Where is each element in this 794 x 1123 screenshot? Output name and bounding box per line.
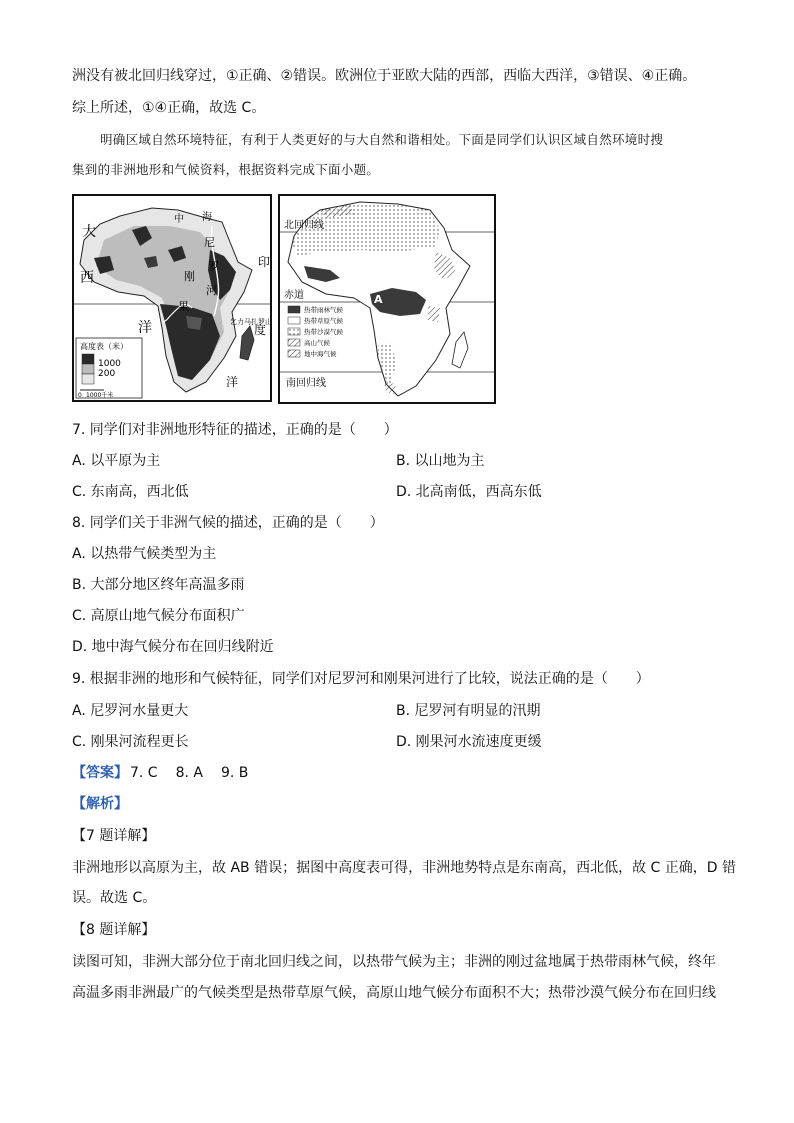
detail8-line-1: 读图可知，非洲大部分位于南北回归线之间，以热带气候为主；非洲的刚过盆地属于热带雨林气候，终年: [72, 954, 716, 970]
label-gang: 刚: [184, 270, 195, 283]
label-yang: 洋: [138, 320, 152, 336]
para-line-1: 洲没有被北回归线穿过，①正确、②错误。欧洲位于亚欧大陆的西部，西临大西洋，③错误、④正确。: [72, 68, 697, 84]
answer-line: [72, 763, 266, 783]
detail7-line-2: 误。故选 C。: [72, 890, 157, 906]
africa-climate-map: [278, 194, 496, 404]
answer-7: 7. C: [130, 765, 158, 781]
detail8-title: 【8 题详解】: [72, 922, 156, 938]
legend-scale: 1000千米: [86, 392, 114, 399]
para-line-2: 综上所述，①④正确，故选 C。: [72, 100, 266, 116]
q9-option-a: A. 尼罗河水量更大: [72, 703, 189, 719]
africa-terrain-map: [72, 194, 272, 402]
analysis-label: 【解析】: [72, 796, 128, 812]
label-tropic-s: 南回归线: [286, 378, 326, 389]
legend-mediterranean: 地中海气候: [304, 350, 337, 358]
legend-rainforest: 热带雨林气候: [304, 306, 343, 314]
climate-legend: [288, 305, 344, 358]
q9-option-d: D. 刚果河水流速度更缓: [396, 734, 542, 750]
label-he: 河: [206, 284, 217, 297]
intro-line-2: 集到的非洲地形和气候资料，根据资料完成下面小题。: [72, 162, 380, 177]
legend-desert: 热带沙漠气候: [304, 328, 343, 336]
label-yang2: 洋: [226, 375, 239, 389]
intro-line-1: 明确区域自然环境特征，有利于人类更好的与大自然和谐相处。下面是同学们认识区域自然环境时搜: [100, 132, 664, 147]
legend-savanna: 热带草原气候: [304, 317, 343, 325]
q8-option-a: A. 以热带气候类型为主: [72, 546, 217, 562]
label-a: A: [374, 293, 383, 306]
legend-1000: 1000: [98, 359, 121, 369]
label-ni: 尼: [204, 236, 215, 249]
label-luo: 罗: [208, 260, 219, 273]
label-zhong: 中: [174, 214, 184, 225]
q7-stem: 7. 同学们对非洲地形特征的描述，正确的是（ ）: [72, 422, 398, 438]
q9-option-b: B. 尼罗河有明显的汛期: [396, 703, 541, 719]
detail7-title: 【7 题详解】: [72, 828, 156, 844]
label-da: 大: [82, 224, 96, 240]
label-xi: 西: [80, 270, 94, 286]
label-guo: 果: [178, 300, 189, 313]
q8-option-b: B. 大部分地区终年高温多雨: [72, 577, 245, 593]
label-kilimanjaro: 乞力马扎罗山: [230, 318, 270, 326]
label-tropic-n: 北回归线: [284, 220, 324, 231]
legend-scale-zero: 0: [78, 392, 82, 399]
q8-option-c: C. 高原山地气候分布面积广: [72, 608, 245, 624]
q8-stem: 8. 同学们关于非洲气候的描述，正确的是（ ）: [72, 515, 384, 531]
q7-option-c: C. 东南高，西北低: [72, 484, 189, 500]
answer-9: 9. B: [220, 765, 249, 781]
q9-option-c: C. 刚果河流程更长: [72, 734, 189, 750]
q7-option-d: D. 北高南低，西高东低: [396, 484, 542, 500]
detail7-line-1: 非洲地形以高原为主，故 AB 错误；据图中高度表可得，非洲地势特点是东南高，西北低，故 C 正确，D 错: [72, 860, 736, 876]
label-yin: 印: [258, 255, 270, 269]
label-hai: 海: [202, 212, 212, 223]
answer-label: 【答案】: [72, 765, 128, 781]
q9-stem: 9. 根据非洲的地形和气候特征，同学们对尼罗河和刚果河进行了比较，说法正确的是（ ）: [72, 671, 650, 687]
q7-option-a: A. 以平原为主: [72, 453, 161, 469]
q8-option-d: D. 地中海气候分布在回归线附近: [72, 639, 274, 655]
legend-200: 200: [98, 369, 116, 379]
answer-8: 8. A: [175, 765, 203, 781]
label-equator: 赤道: [284, 290, 304, 301]
legend-title: 高度表（米）: [80, 342, 128, 351]
detail8-line-2: 高温多雨非洲最广的气候类型是热带草原气候，高原山地气候分布面积不大；热带沙漠气候分布在回归线: [72, 985, 716, 1001]
legend-highland: 高山气候: [304, 339, 330, 347]
q7-option-b: B. 以山地为主: [396, 453, 485, 469]
label-du: 度: [254, 323, 267, 337]
